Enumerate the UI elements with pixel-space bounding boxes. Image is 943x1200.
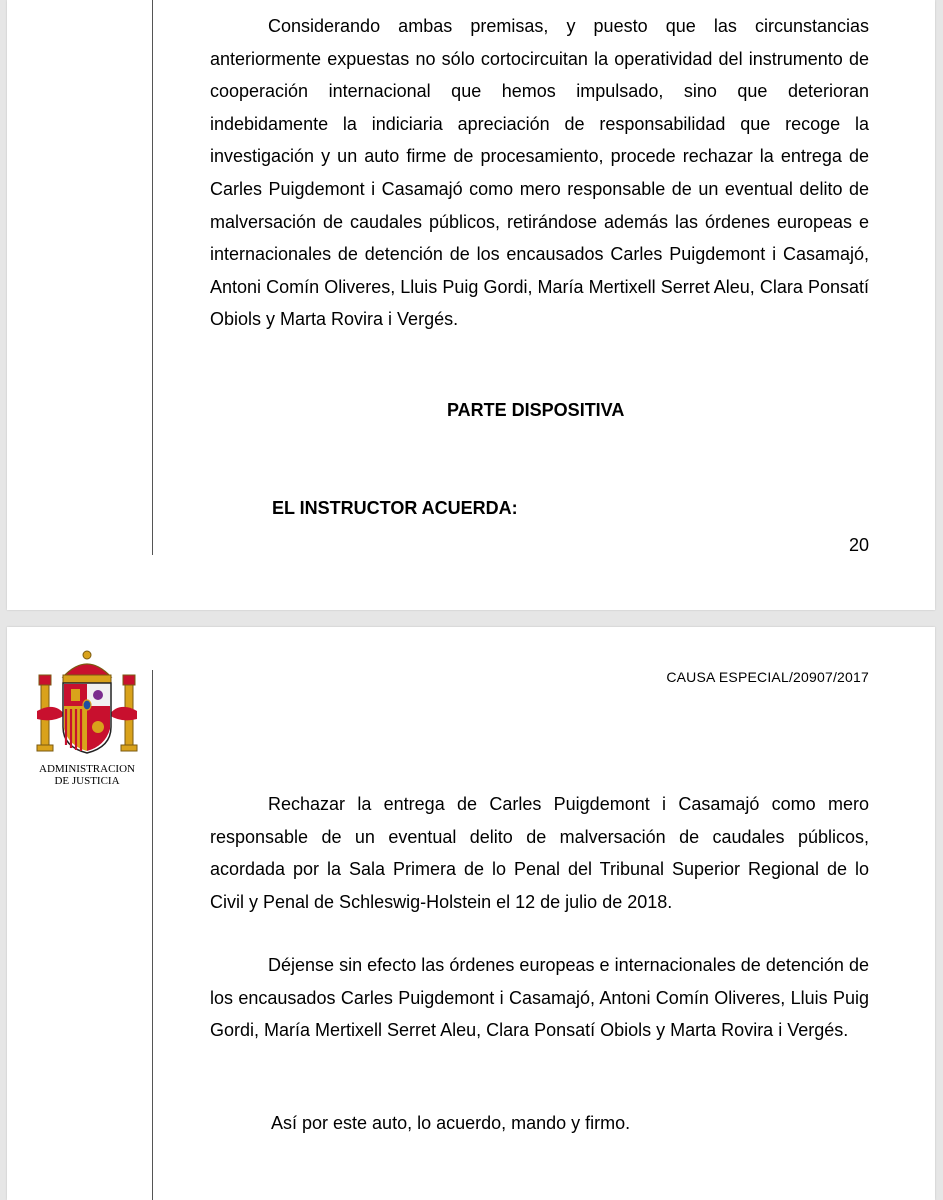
section-heading: PARTE DISPOSITIVA bbox=[447, 400, 625, 420]
organization-name-line2: DE JUSTICIA bbox=[54, 775, 120, 787]
margin-rule bbox=[152, 670, 153, 1200]
subheading: EL INSTRUCTOR ACUERDA: bbox=[272, 498, 518, 518]
resolution-paragraph-2: Déjense sin efecto las órdenes europeas e internacionales de detención de los encausados Carles Puigdemont i Casamajó, Antoni Comín Oliveres, Lluis Puig Gordi, María Mertixell Serret Aleu, Clara Ponsatí Obiols y Marta Rovira i Vergés. bbox=[210, 955, 869, 1041]
document-page-1 bbox=[7, 0, 935, 610]
case-reference: CAUSA ESPECIAL/20907/2017 bbox=[666, 669, 869, 685]
margin-rule bbox=[152, 0, 153, 555]
emblem-block bbox=[31, 649, 143, 787]
document-page-2 bbox=[7, 627, 935, 1200]
closing-line: Así por este auto, lo acuerdo, mando y firmo. bbox=[271, 1113, 631, 1133]
organization-name-line1: ADMINISTRACION bbox=[39, 763, 135, 775]
body-paragraph: Considerando ambas premisas, y puesto que las circunstancias anteriormente expuestas no sólo cortocircuitan la operatividad del instrumento de cooperación internacional que hemos impulsado, sino que deterioran indebidamente la indiciaria apreciación de responsabilidad que recoge la investigación y un auto firme de procesamiento, procede rechazar la entrega de Carles Puigdemont i Casamajó como mero responsable de un eventual delito de malversación de caudales públicos, retirándose además las órdenes europeas e internacionales de detención de los encausados Carles Puigdemont i Casamajó, Antoni Comín Oliveres, Lluis Puig Gordi, María Mertixell Serret Aleu, Clara Ponsatí Obiols y Marta Rovira i Vergés. bbox=[210, 16, 869, 330]
organization-name bbox=[31, 763, 143, 787]
coat-of-arms-icon bbox=[35, 649, 139, 761]
page-number: 20 bbox=[848, 535, 869, 555]
resolution-paragraph-1: Rechazar la entrega de Carles Puigdemont i Casamajó como mero responsable de un eventual delito de malversación de caudales públicos, acordada por la Sala Primera de lo Penal del Tribunal Superior Regional de lo Civil y Penal de Schleswig-Holstein el 12 de julio de 2018. bbox=[210, 794, 869, 912]
